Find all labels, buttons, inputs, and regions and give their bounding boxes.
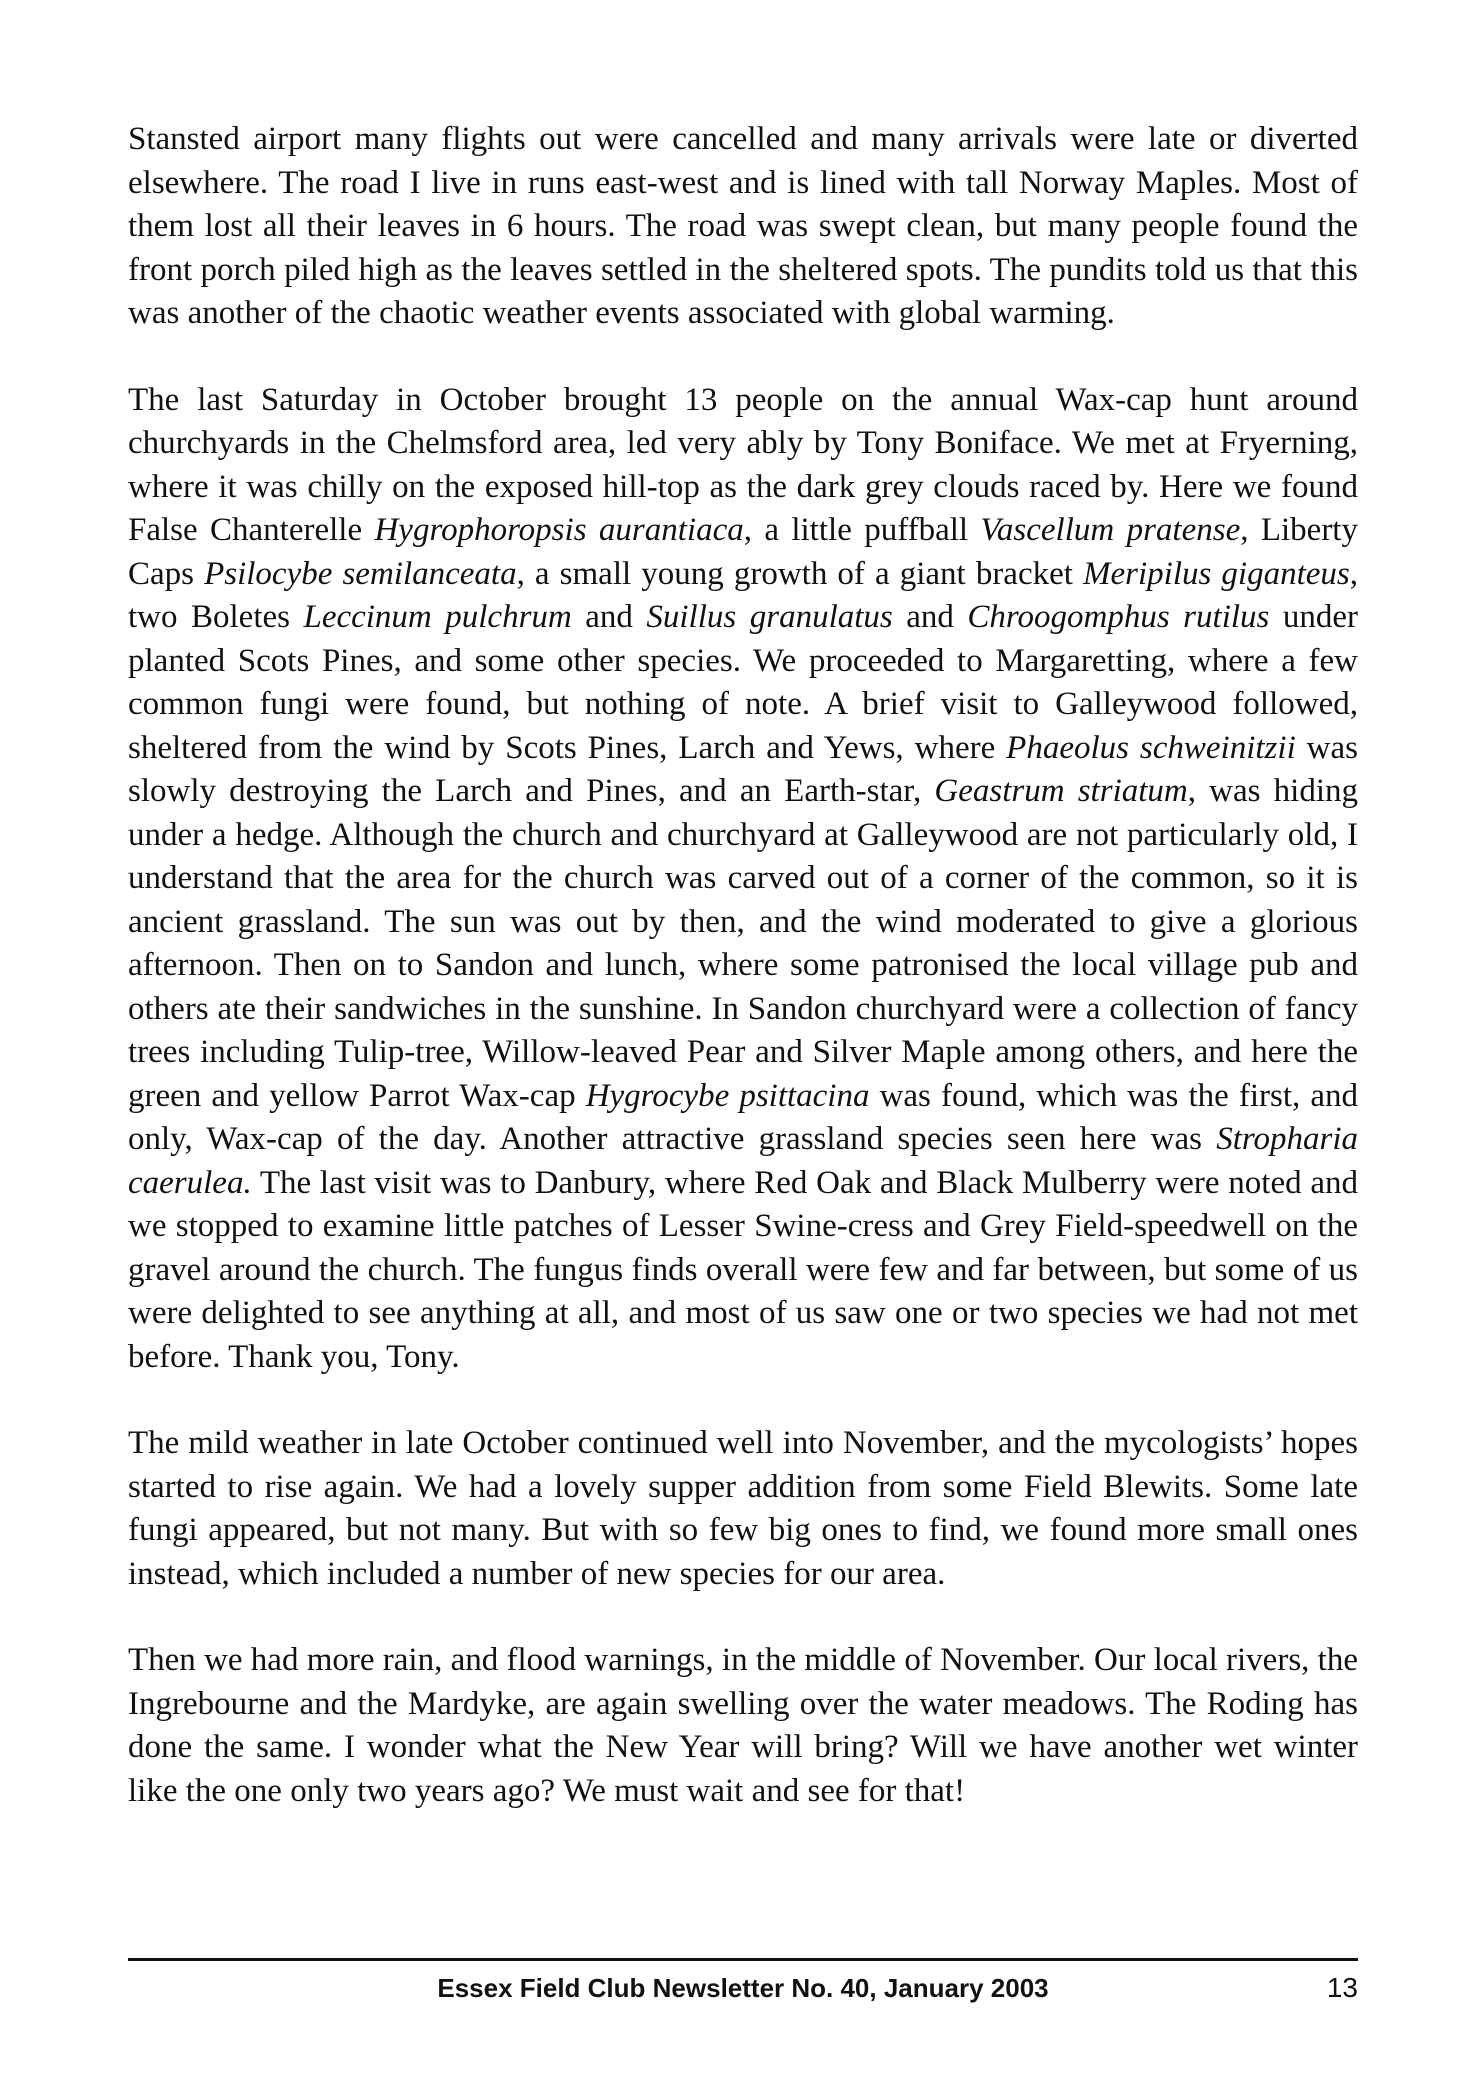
text-run: , Liberty Caps <box>128 512 1358 592</box>
species-name: Hygrocybe psittacina <box>585 1077 870 1114</box>
text-run: , two Boletes <box>128 555 1359 635</box>
text-run: Then we had more rain, and flood warnings, in the middle of November. Our local rivers, the Ingrebourne and the Mardyke, are again swelling over the water meadows. The Roding has done the same. I wonder what the New Year will bring? Will we have another wet winter like the one only two years ago? We must wait and see for that! <box>128 1642 1358 1809</box>
species-name: Psilocybe semilanceata <box>204 555 517 592</box>
text-run: , a little puffball <box>743 512 981 548</box>
text-run: was slowly destroying the Larch and Pines, and an Earth-star, <box>128 729 1358 809</box>
newsletter-title: Essex Field Club Newsletter No. 40, January 2003 <box>437 1973 1049 2003</box>
text-run: and <box>892 599 968 635</box>
species-name: Suillus granulatus <box>646 599 893 635</box>
species-name: Chroogomphus rutilus <box>967 599 1270 635</box>
text-run: The last visit was to Danbury, where Red Oak and Black Mulberry were noted and we stopped to examine little patches of Lesser Swine-cress and Grey Field-speedwell on the gravel around the church. The fungus finds overall were few and far between, but some of us were delighted to see anything at all, and most of us saw one or two species we had not met before. Thank you, Tony. <box>128 1164 1358 1375</box>
text-run: , a small young growth of a giant bracket <box>516 555 1084 592</box>
footer-divider <box>128 1958 1358 1961</box>
species-name: Phaeolus schweinitzii <box>1006 729 1296 766</box>
page-footer <box>128 1970 1358 2010</box>
paragraph <box>128 1422 1358 1596</box>
page-number: 13 <box>1326 1972 1358 2003</box>
text-run: was found, which was the first, and only, Wax-cap of the day. Another attractive grassland species seen here was <box>128 1077 1359 1157</box>
text-run: Stansted airport many flights out were cancelled and many arrivals were late or diverted elsewhere. The road I live in runs east-west and is lined with tall Norway Maples. Most of them lost all their leaves in 6 hours. The road was swept clean, but many people found the front porch piled high as the leaves settled in the sheltered spots. The pundits told us that this was another of the chaotic weather events associated with global warming. <box>128 121 1358 331</box>
species-name: Leccinum pulchrum <box>303 599 572 635</box>
text-run: The last Saturday in October brought 13 people on the annual Wax-cap hunt around churchyards in the Chelmsford area, led very ably by Tony Boniface. We met at Fryerning, where it was chilly on the exposed hill-top as the dark grey clouds raced by. Here we found False Chanterelle <box>128 381 1358 548</box>
text-run: The mild weather in late October continued well into November, and the mycologists’ hopes started to rise again. We had a lovely supper addition from some Field Blewits. Some late fungi appeared, but not many. But with so few big ones to find, we found more small ones instead, which included a number of new species for our area. <box>128 1425 1358 1592</box>
species-name: Vascellum pratense <box>980 512 1241 548</box>
text-run: and <box>571 599 647 635</box>
paragraph <box>128 118 1358 336</box>
paragraph <box>128 379 1358 1380</box>
text-run: , was hiding under a hedge. Although the church and churchyard at Galleywood are not particularly old, I understand that the area for the church was carved out of a corner of the common, so it is ancient grassland. The sun was out by then, and the wind moderated to give a glorious afternoon. Then on to Sandon and lunch, where some patronised the local village pub and others ate their sandwiches in the sunshine. In Sandon churchyard were a collection of fancy trees including Tulip-tree, Willow-leaved Pear and Silver Maple among others, and here the green and yellow Parrot Wax-cap <box>128 773 1358 1114</box>
text-run: under planted Scots Pines, and some other species. We proceeded to Margaretting, where a few common fungi were found, but nothing of note. A brief visit to Galleywood followed, sheltered from the wind by Scots Pines, Larch and Yews, where <box>128 599 1359 766</box>
paragraph <box>128 1639 1358 1813</box>
species-name: Geastrum striatum <box>934 773 1188 809</box>
species-name: Stropharia caerulea. <box>128 1121 1358 1201</box>
species-name: Meripilus giganteus <box>1083 555 1350 592</box>
article-body <box>128 118 1358 1813</box>
species-name: Hygrophoropsis aurantiaca <box>374 512 744 548</box>
